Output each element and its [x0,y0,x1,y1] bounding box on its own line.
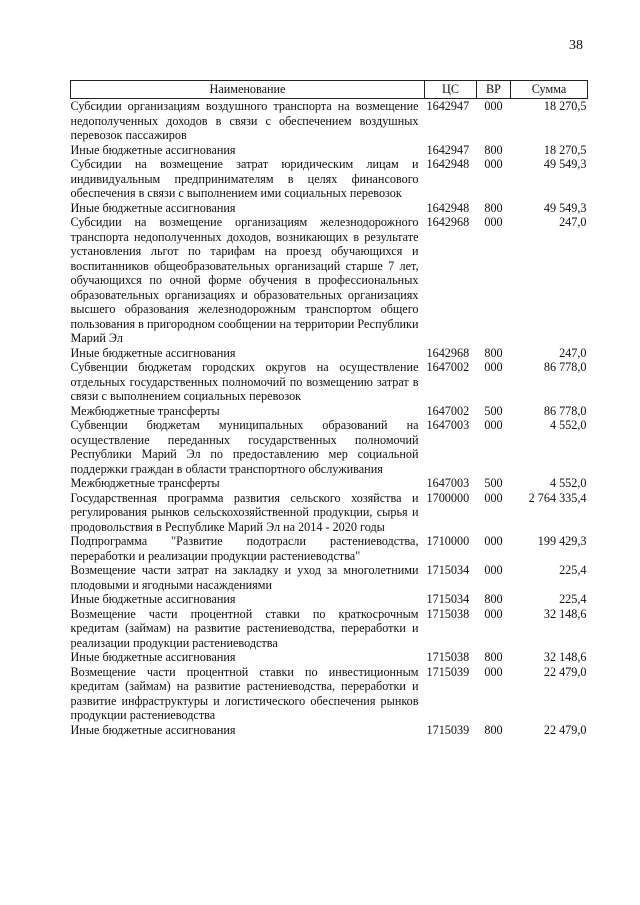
row-sum: 2 764 335,4 [528,490,587,505]
row-cs: 1642948 [426,200,470,215]
row-name: Субвенции бюджетам муниципальных образований на осуществление переданных государственных полномочий Республики Марий Эл по предоставлению мер социальной поддержки граждан в области транспортного обслуживания [70,418,419,476]
row-vr: 500 [484,403,503,418]
row-sum: 22 479,0 [543,722,587,737]
page-number: 38 [569,38,583,53]
row-name: Иные бюджетные ассигнования [70,345,236,360]
row-cs: 1647002 [426,403,470,418]
row-name: Межбюджетные трансферты [70,476,220,490]
row-sum: 18 270,5 [543,99,587,113]
row-cs: 1642947 [426,99,470,113]
header-name: Наименование [71,81,425,99]
row-vr: 000 [484,215,503,229]
row-sum: 32 148,6 [543,650,587,664]
table-row [71,404,588,419]
table-row [71,723,588,738]
row-vr: 800 [484,142,503,157]
row-name: Возмещение части процентной ставки по инвестиционным кредитам (займам) на развитие растениеводства, переработки и развитие инфраструктуры и логистического обеспечения рынков продукции растениеводства [70,664,419,722]
table-row [71,215,588,346]
row-name: Иные бюджетные ассигнования [70,592,236,606]
row-cs: 1647002 [426,360,470,374]
row-vr: 000 [484,157,503,171]
row-cs: 1710000 [426,534,470,548]
row-cs: 1700000 [426,490,470,505]
row-sum: 4 552,0 [549,418,587,432]
row-cs: 1715039 [426,722,470,737]
row-sum: 49 549,3 [543,157,587,171]
table-row [71,360,588,404]
budget-table [70,80,588,737]
table-body [71,99,588,738]
row-sum: 22 479,0 [543,664,587,679]
row-cs: 1715038 [426,650,470,664]
row-vr: 800 [484,200,503,215]
row-name: Субсидии на возмещение затрат юридическим лицам и индивидуальным предпринимателям в целях финансового обеспечения в связи с выполнением ими социальных перевозок [70,157,419,200]
row-vr: 000 [484,418,503,432]
table-row [71,201,588,216]
row-name: Субсидии на возмещение организациям железнодорожного транспорта недополученных доходов, возникающих в результате установления льгот по тарифам на проезд обучающихся и воспитанников общеобразовательных организаций старше 7 лет, обучающихся по очной форме обучения в профессиональных образовательных организациях и образовательных организациях высшего образования железнодорожным транспортом общего пользования в пригородном сообщении на территории Республики Марий Эл [70,215,419,345]
table-row [71,592,588,607]
row-vr: 000 [484,360,503,374]
row-vr: 000 [484,563,503,577]
header-sum: Сумма [511,81,588,99]
row-cs: 1642968 [426,215,470,229]
row-name: Государственная программа развития сельского хозяйства и регулирования рынков сельскохозяйственной продукции, сырья и продовольствия в Республике Марий Эл на 2014 - 2020 годы [70,490,419,534]
table-row [71,491,588,535]
row-name: Субсидии организациям воздушного транспорта на возмещение недополученных доходов в связи с обеспечением воздушных перевозок пассажиров [70,99,419,142]
row-cs: 1715038 [426,606,470,621]
row-name: Подпрограмма "Развитие подотрасли растениеводства, переработки и реализации продукции растениеводства" [70,534,419,563]
table-row [71,157,588,201]
row-sum: 86 778,0 [543,403,587,418]
row-sum: 225,4 [559,563,587,577]
row-vr: 000 [484,606,503,621]
row-vr: 500 [484,476,503,490]
row-cs: 1642948 [426,157,470,171]
row-name: Иные бюджетные ассигнования [70,722,236,737]
row-sum: 225,4 [559,592,587,606]
table-row [71,99,588,143]
row-cs: 1715034 [426,592,470,606]
row-vr: 000 [484,664,503,679]
table-header-row [71,81,588,99]
row-sum: 18 270,5 [543,142,587,157]
row-sum: 199 429,3 [537,534,587,548]
table-row [71,143,588,158]
row-sum: 86 778,0 [543,360,587,374]
row-sum: 4 552,0 [549,476,587,490]
row-sum: 247,0 [559,215,587,229]
table-row [71,650,588,665]
row-cs: 1715034 [426,563,470,577]
table-row [71,346,588,361]
row-name: Субвенции бюджетам городских округов на осуществление отдельных государственных полномочий по возмещению затрат в связи с выполнением социальных перевозок [70,360,419,403]
table-row [71,476,588,491]
header-cs: ЦС [425,81,477,99]
table-row [71,418,588,476]
row-sum: 247,0 [559,345,587,360]
row-vr: 000 [484,490,503,505]
row-name: Иные бюджетные ассигнования [70,650,236,664]
row-vr: 000 [484,534,503,548]
row-vr: 800 [484,722,503,737]
row-vr: 800 [484,345,503,360]
table-row [71,665,588,723]
row-cs: 1715039 [426,664,470,679]
row-sum: 32 148,6 [543,606,587,621]
row-name: Иные бюджетные ассигнования [70,142,236,157]
row-cs: 1647003 [426,476,470,490]
row-name: Возмещение части процентной ставки по краткосрочным кредитам (займам) на развитие растениеводства, переработки и реализации продукции растениеводства [70,606,419,650]
row-name: Межбюджетные трансферты [70,403,220,418]
row-cs: 1647003 [426,418,470,432]
row-vr: 000 [484,99,503,113]
row-cs: 1642968 [426,345,470,360]
row-name: Возмещение части затрат на закладку и уход за многолетними плодовыми и ягодными насаждениями [70,563,419,592]
table-row [71,534,588,563]
row-cs: 1642947 [426,142,470,157]
table-row [71,607,588,651]
table-row [71,563,588,592]
row-sum: 49 549,3 [543,200,587,215]
header-vr: ВР [477,81,511,99]
row-name: Иные бюджетные ассигнования [70,200,236,215]
row-vr: 800 [484,592,503,606]
row-vr: 800 [484,650,503,664]
